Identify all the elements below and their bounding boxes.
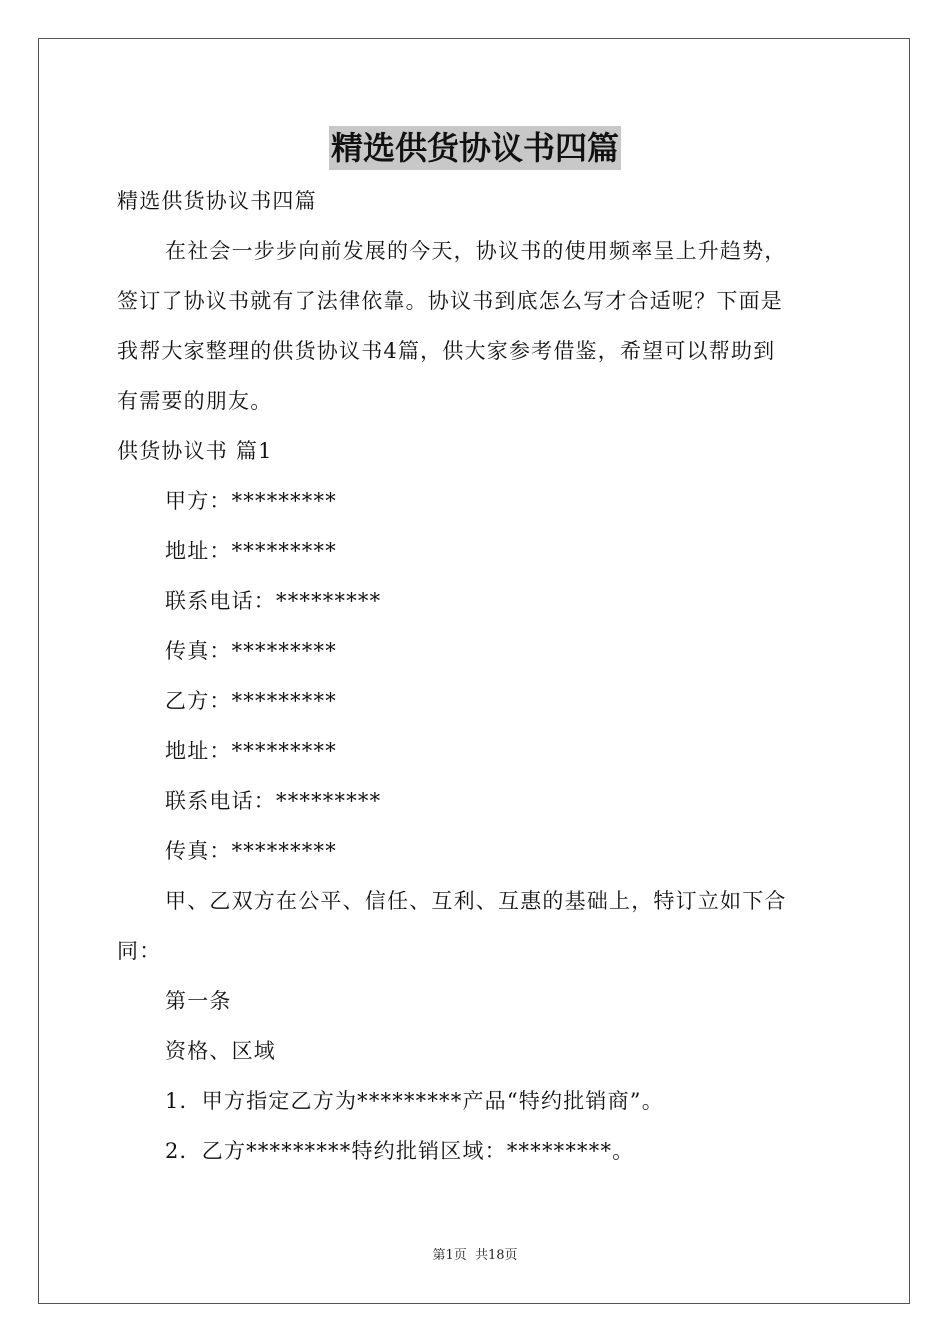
clause-item: 2．乙方*********特约批销区域：*********。 <box>165 1139 635 1163</box>
party-a-phone: 联系电话：********* <box>165 589 382 613</box>
intro-line: 我帮大家整理的供货协议书4篇，供大家参考借鉴，希望可以帮助到 <box>117 339 776 363</box>
party-b-address: 地址：********* <box>165 739 337 763</box>
party-b-fax: 传真：********* <box>165 839 337 863</box>
agreement-line: 同： <box>117 939 162 963</box>
clause-item: 1．甲方指定乙方为*********产品“特约批销商”。 <box>165 1089 664 1113</box>
party-a-fax: 传真：********* <box>165 639 337 663</box>
section-heading: 供货协议书 篇1 <box>117 439 273 463</box>
intro-line: 有需要的朋友。 <box>117 389 273 413</box>
page-total: 共18页 <box>474 1248 518 1263</box>
party-b-name: 乙方：********* <box>165 689 337 713</box>
page-footer <box>0 1246 950 1266</box>
party-a-name: 甲方：********* <box>165 489 337 513</box>
party-b-phone: 联系电话：********* <box>165 789 382 813</box>
article-title: 第一条 <box>165 989 232 1013</box>
document-title: 精选供货协议书四篇 <box>329 126 621 170</box>
intro-line: 签订了协议书就有了法律依靠。协议书到底怎么写才合适呢？下面是 <box>117 289 783 313</box>
document-subtitle: 精选供货协议书四篇 <box>117 189 317 213</box>
title-container <box>0 126 950 170</box>
document-body <box>117 176 837 1176</box>
agreement-line: 甲、乙双方在公平、信任、互利、互惠的基础上，特订立如下合 <box>165 889 787 913</box>
article-subject: 资格、区域 <box>165 1039 276 1063</box>
party-a-address: 地址：********* <box>165 539 337 563</box>
page-number: 第1页 <box>432 1248 467 1263</box>
intro-line: 在社会一步步向前发展的今天，协议书的使用频率呈上升趋势， <box>165 239 787 263</box>
